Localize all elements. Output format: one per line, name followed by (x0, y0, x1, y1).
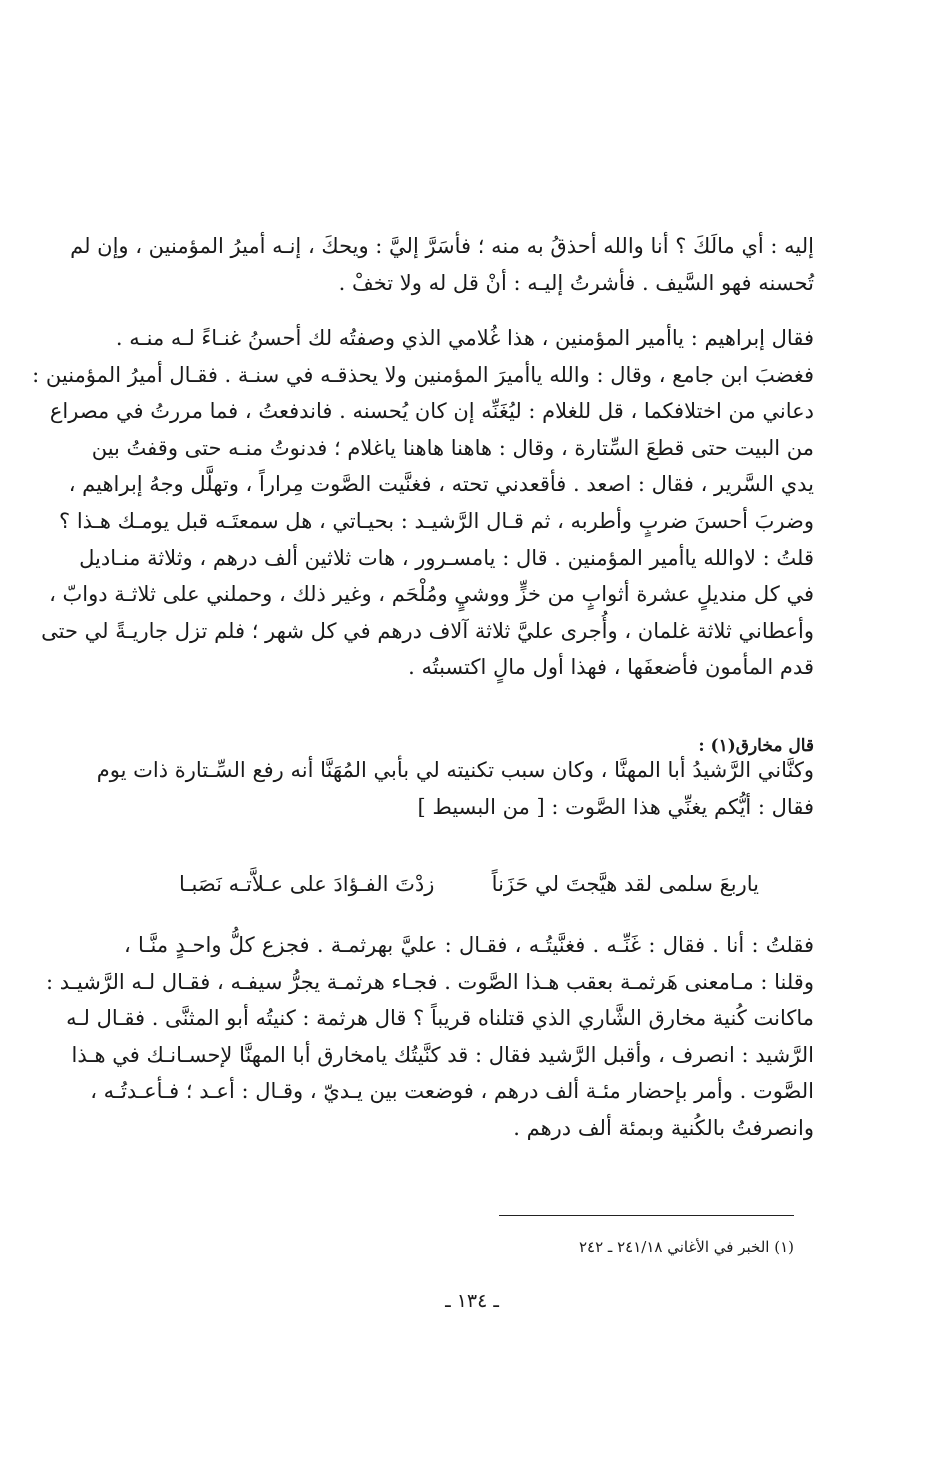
footnote: (١) الخبر في الأغاني ٢٤١/١٨ ـ ٢٤٢ (578, 1238, 794, 1256)
text-line: وضربَ أحسنَ ضربٍ وأطربه ، ثم قـال الرَّشيـد : بحيـاتي ، هل سمعتَـه قبل يومـك هـذا ؟ (59, 508, 814, 533)
text-line: من البيت حتى قطعَ السِّتارة ، وقال : هاهنا هاهنا ياغلام ؛ فدنوتُ منـه حتى وقفتُ بين (91, 435, 814, 460)
verse-first-hemistich: ياربعَ سلمى لقد هيَّجتَ لي حَزَناً (491, 872, 759, 896)
verse-second-hemistich: زدْتَ الفـؤادَ على عـلاَّتـه نَصَبـا (179, 872, 435, 896)
text-line: فقلتُ : أنا . فقال : غَنِّـه . فغنَّيتُـه ، فقـال : عليَّ بهرثمـة . فجزع كلُّ واحـدٍ منَّـا ، (124, 933, 814, 957)
paragraph-3 (96, 752, 814, 825)
text-line: الصَّوت . وأمر بإحضار مئـة ألف درهم ، فوضعت بين يـديّ ، وقـال : أعـد ؛ فـأعـدتُـه ، (90, 1079, 814, 1104)
page-number: ـ ١٣٤ ـ (445, 1290, 499, 1312)
paragraph-1 (70, 228, 814, 301)
text-line: إليه : أي مالَكَ ؟ أنا والله أحذقُ به منه ؛ فأسَرَّ إليَّ : ويحكَ ، إنـه أميرُ المؤمنين ، وإن لم (70, 234, 814, 258)
footnote-divider (499, 1215, 794, 1216)
text-line: وانصرفتُ بالكُنية وبمئة ألف درهم . (513, 1115, 814, 1140)
text-line: في كل منديلٍ عشرة أثوابٍ من خزٍّ ووشيٍ ومُلْحَم ، وغير ذلك ، وحملني على ثلاثـة دوابّ ، (49, 582, 814, 607)
text-line: قلتُ : لاوالله ياأمير المؤمنين . قال : يامسـرور ، هات ثلاثين ألف درهم ، وثلاثة منـاديل (79, 545, 814, 570)
narrator-heading: قال مخارق(١) : (698, 736, 814, 756)
text-line: دعاني من اختلافكما ، قل للغلام : ليُغَنِّه إن كان يُحسنه . فاندفعتُ ، فما مررتُ في مصراع (49, 399, 814, 424)
text-line: فقال إبراهيم : ياأمير المؤمنين ، هذا غُلامي الذي وصفتُه لك أحسنُ غنـاءً لـه منـه . (115, 326, 814, 350)
text-line: ماكانت كُنية مخارق الشَّاري الذي قتلناه قريباً ؟ قال هرثمة : كنيتُه أبو المثنَّى . فقـال لـه (66, 1006, 814, 1031)
paragraph-4 (46, 927, 814, 1147)
text-line: وكنَّاني الرَّشيدُ أبا المهنَّا ، وكان سبب تكنيته لي بأبي المُهَنَّا أنه رفع السِّـتارة ذات يوم (96, 758, 814, 782)
text-line: فقال : أيُّكم يغنِّي هذا الصَّوت : [ من البسيط ] (417, 794, 814, 819)
text-line: يدي السَّرير ، فقال : اصعد . فأقعدني تحته ، فغنَّيت الصَّوت مِراراً ، وتهلَّل وجهُ إبراهيم ، (68, 472, 814, 497)
text-line: قدم المأمون فأضعفَها ، فهذا أول مالٍ اكتسبتُه . (408, 655, 814, 680)
text-line: فغضبَ ابن جامع ، وقال : والله ياأميرَ المؤمنين ولا يحذقـه في سنـة . فقـال أميرُ المؤمنين : (32, 362, 814, 387)
text-line: تُحسنه فهو السَّيف . فأشرتُ إليـه : أنْ قل له ولا تخفْ . (338, 270, 814, 295)
paragraph-2 (32, 320, 814, 686)
text-line: وأعطاني ثلاثة غلمان ، وأُجرى عليَّ ثلاثة آلاف درهم في كل شهر ؛ فلم تزل جاريـةً لي حتى (41, 618, 814, 643)
text-line: الرَّشيد : انصرف ، وأقبل الرَّشيد فقال : قد كنَّيتُك يامخارق أبا المهنَّا لإحسـانـك في هـذا (71, 1042, 814, 1067)
text-line: وقلنا : مـامعنى هَرثمـة بعقب هـذا الصَّوت . فجـاء هرثمـة يجرُّ سيفـه ، فقـال لـه الرَّشيـد : (46, 969, 814, 994)
poetry-verse (179, 866, 759, 902)
